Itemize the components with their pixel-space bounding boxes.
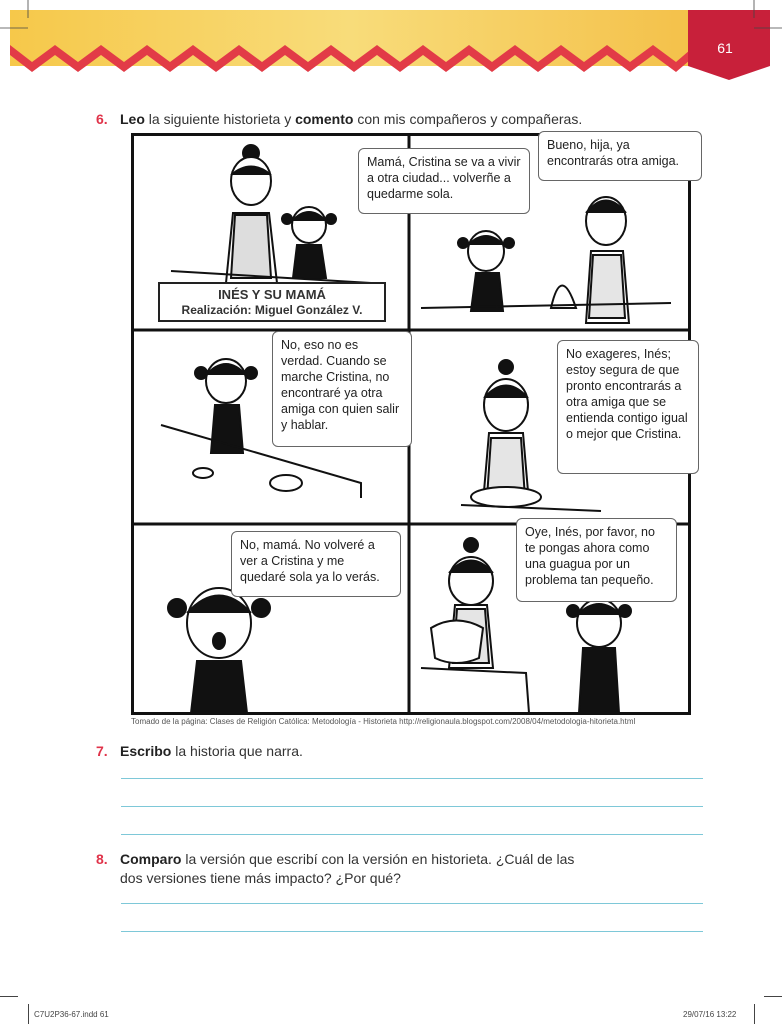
speech-bubble-3: No, eso no es verdad. Cuando se marche Cristina, no encontraré ya otra amiga con quien salir y hablar. xyxy=(272,331,412,447)
answer-line-8-2[interactable] xyxy=(121,931,703,932)
question-6-verb: Leo xyxy=(120,111,145,127)
speech-bubble-1: Mamá, Cristina se va a vivir a otra ciudad... volverñe a quedarme sola. xyxy=(358,148,530,214)
footer-date: 29/07/16 13:22 xyxy=(683,1010,737,1019)
girl-figure-3 xyxy=(195,359,257,453)
header-banner xyxy=(0,0,782,80)
footer-file-name: C7U2P36-67.indd 61 xyxy=(34,1010,109,1019)
question-6-text-b: con mis compañeros y compañeras. xyxy=(353,111,583,127)
question-7-verb: Escribo xyxy=(120,743,172,759)
question-8-text-line1: la versión que escribí con la versión en historieta. ¿Cuál de las xyxy=(181,851,575,867)
question-6 xyxy=(96,110,582,129)
answer-line-7-2[interactable] xyxy=(121,806,703,807)
mother-figure-4 xyxy=(483,360,529,503)
question-6-number: 6. xyxy=(96,111,108,127)
speech-bubble-2: Bueno, hija, ya encontrarás otra amiga. xyxy=(538,131,702,181)
page-number: 61 xyxy=(717,40,733,56)
comic-source-caption: Tomado de la página: Clases de Religión Católica: Metodología - Historieta http://religionaula.blogspot.com/2008/04/metodologia-hitorieta.html xyxy=(131,717,636,726)
speech-bubble-6: Oye, Inés, por favor, no te pongas ahora como una guagua por un problema tan pequeño. xyxy=(516,518,677,602)
crop-mark xyxy=(0,996,18,997)
question-6-text-a: la siguiente historieta y xyxy=(144,111,296,127)
girl-figure-5 xyxy=(168,588,270,713)
girl-figure-2 xyxy=(458,231,514,311)
question-8 xyxy=(96,850,574,888)
question-6-verb2: comento xyxy=(295,111,354,127)
question-7-text: la historia que narra. xyxy=(171,743,303,759)
crop-mark xyxy=(754,1004,755,1024)
girl-figure-1 xyxy=(282,207,336,278)
question-7-number: 7. xyxy=(96,743,108,759)
answer-line-8-1[interactable] xyxy=(121,903,703,904)
comic-title-box xyxy=(158,282,386,322)
comic-credit: Realización: Miguel González V. xyxy=(181,303,363,317)
speech-bubble-4: No exageres, Inés; estoy segura de que pronto encontrarás a otra amiga que se entienda contigo igual o mejor que Cristina. xyxy=(557,340,699,474)
question-8-number: 8. xyxy=(96,851,108,867)
question-7 xyxy=(96,742,303,761)
girl-figure-6 xyxy=(567,599,631,713)
crop-mark xyxy=(764,996,782,997)
crop-mark xyxy=(28,1004,29,1024)
mother-figure-1 xyxy=(226,145,277,283)
question-8-verb: Comparo xyxy=(120,851,182,867)
comic-title: INÉS Y SU MAMÁ xyxy=(218,287,326,302)
answer-line-7-1[interactable] xyxy=(121,778,703,779)
speech-bubble-5: No, mamá. No volveré a ver a Cristina y me quedaré sola ya lo verás. xyxy=(231,531,401,597)
answer-line-7-3[interactable] xyxy=(121,834,703,835)
question-8-text-line2: dos versiones tiene más impacto? ¿Por qué? xyxy=(120,870,401,886)
